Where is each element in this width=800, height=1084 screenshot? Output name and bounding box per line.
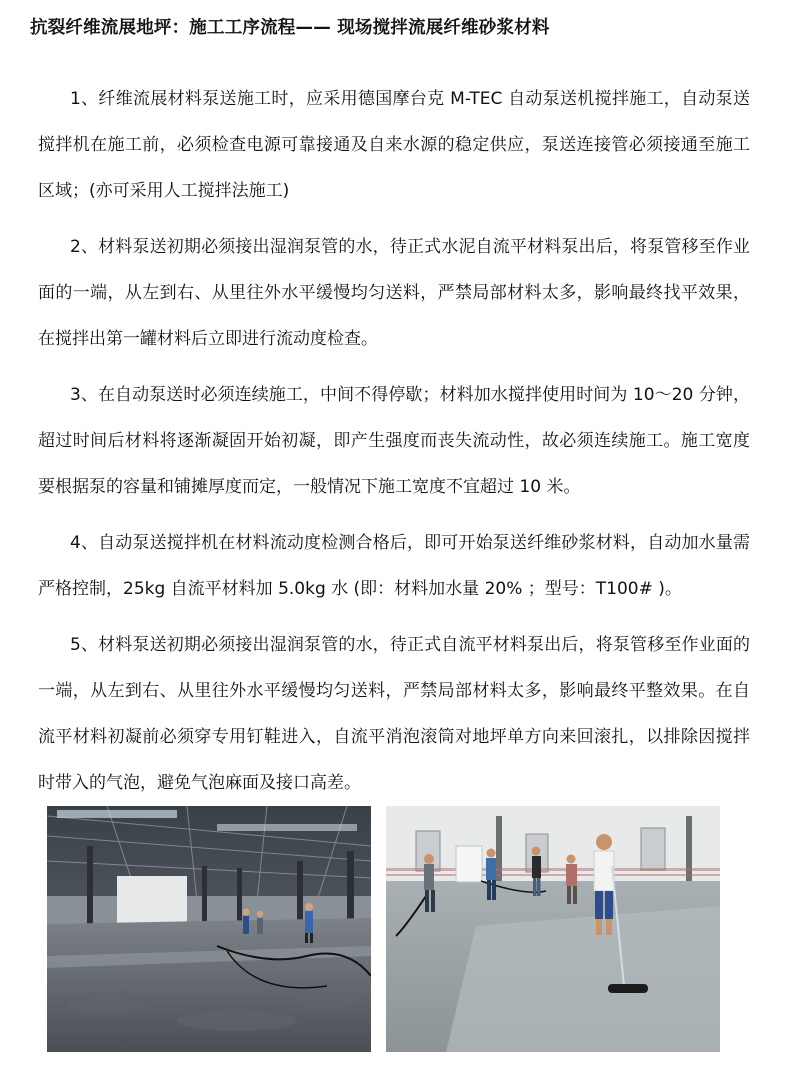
leveling-roller-photo bbox=[386, 806, 720, 1052]
warehouse-pumping-illustration bbox=[47, 806, 371, 1052]
warehouse-pumping-photo bbox=[47, 806, 371, 1052]
photo-row bbox=[0, 806, 800, 1052]
leveling-roller-illustration bbox=[386, 806, 720, 1052]
paragraph-3: 3、在自动泵送时必须连续施工，中间不得停歇；材料加水搅拌使用时间为 10～20 分钟，超过时间后材料将逐渐凝固开始初凝，即产生强度而丧失流动性，故必须连续施工。施工宽度要根据泵的容量和铺摊厚度而定，一般情况下施工宽度不宜超过 10 米。 bbox=[38, 385, 750, 497]
paragraph-1: 1、纤维流展材料泵送施工时，应采用德国摩台克 M-TEC 自动泵送机搅拌施工，自动泵送搅拌机在施工前，必须检查电源可靠接通及自来水源的稳定供应，泵送连接管必须接通至施工区域；(亦可采用人工搅拌法施工) bbox=[38, 89, 750, 201]
paragraph-2: 2、材料泵送初期必须接出湿润泵管的水，待正式水泥自流平材料泵出后，将泵管移至作业面的一端，从左到右、从里往外水平缓慢均匀送料，严禁局部材料太多，影响最终找平效果，在搅拌出第一罐材料后立即进行流动度检查。 bbox=[38, 237, 750, 349]
article-body bbox=[38, 76, 750, 816]
paragraph-4: 4、自动泵送搅拌机在材料流动度检测合格后，即可开始泵送纤维砂浆材料，自动加水量需严格控制，25kg 自流平材料加 5.0kg 水 (即：材料加水量 20% ；型号：T100# )。 bbox=[38, 533, 750, 599]
page-title: 抗裂纤维流展地坪：施工工序流程—— 现场搅拌流展纤维砂浆材料 bbox=[30, 18, 550, 38]
paragraph-5: 5、材料泵送初期必须接出湿润泵管的水，待正式自流平材料泵出后，将泵管移至作业面的一端，从左到右、从里往外水平缓慢均匀送料，严禁局部材料太多，影响最终平整效果。在自流平材料初凝前必须穿专用钉鞋进入，自流平消泡滚筒对地坪单方向来回滚扎，以排除因搅拌时带入的气泡，避免气泡麻面及接口高差。 bbox=[38, 635, 750, 793]
